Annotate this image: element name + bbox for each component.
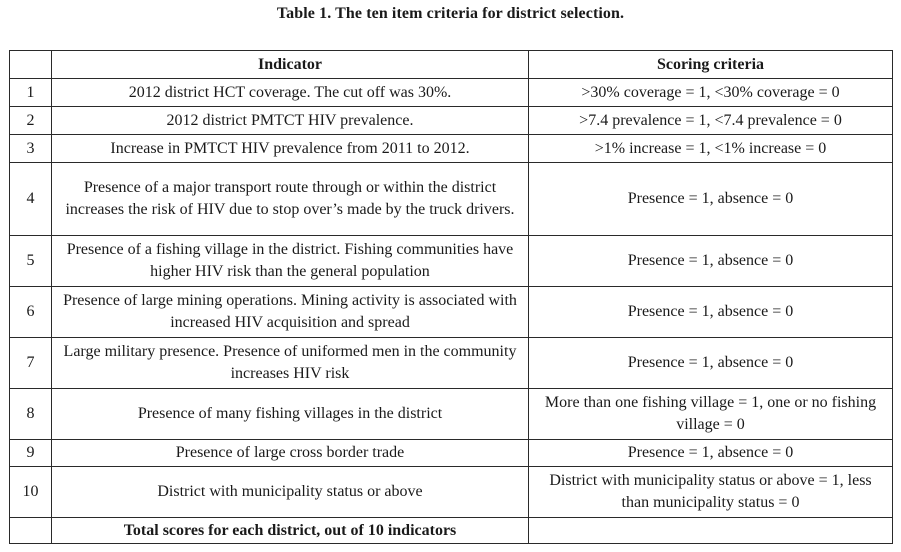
table-caption: Table 1. The ten item criteria for district selection. — [276, 5, 625, 22]
row-indicator: District with municipality status or above — [52, 467, 529, 518]
table-row — [10, 107, 893, 135]
row-indicator: Presence of a fishing village in the district. Fishing communities have higher HIV risk than the general population — [52, 236, 529, 287]
row-number: 6 — [10, 287, 52, 338]
row-scoring: Presence = 1, absence = 0 — [529, 440, 893, 467]
header-row — [10, 51, 893, 79]
row-scoring: Presence = 1, absence = 0 — [529, 338, 893, 389]
row-indicator: Presence of large mining operations. Mining activity is associated with increased HIV acquisition and spread — [52, 287, 529, 338]
row-scoring: Presence = 1, absence = 0 — [529, 236, 893, 287]
row-scoring: District with municipality status or above = 1, less than municipality status = 0 — [529, 467, 893, 518]
row-scoring: >30% coverage = 1, <30% coverage = 0 — [529, 79, 893, 107]
row-indicator: Presence of a major transport route through or within the district increases the risk of HIV due to stop over’s made by the truck drivers. — [52, 163, 529, 236]
row-number: 1 — [10, 79, 52, 107]
table-row — [10, 287, 893, 338]
row-number: 9 — [10, 440, 52, 467]
row-indicator: Increase in PMTCT HIV prevalence from 2011 to 2012. — [52, 135, 529, 163]
total-number — [10, 518, 52, 544]
row-number: 5 — [10, 236, 52, 287]
total-row — [10, 518, 893, 544]
table-row — [10, 440, 893, 467]
row-indicator: 2012 district HCT coverage. The cut off was 30%. — [52, 79, 529, 107]
row-number: 7 — [10, 338, 52, 389]
row-number: 4 — [10, 163, 52, 236]
table-row — [10, 163, 893, 236]
row-scoring: Presence = 1, absence = 0 — [529, 287, 893, 338]
row-indicator: Presence of large cross border trade — [52, 440, 529, 467]
table-row — [10, 467, 893, 518]
row-number: 8 — [10, 389, 52, 440]
row-scoring: Presence = 1, absence = 0 — [529, 163, 893, 236]
row-indicator: Large military presence. Presence of uniformed men in the community increases HIV risk — [52, 338, 529, 389]
row-number: 2 — [10, 107, 52, 135]
total-label: Total scores for each district, out of 10 indicators — [52, 518, 529, 544]
table-row — [10, 389, 893, 440]
header-scoring: Scoring criteria — [529, 51, 893, 79]
criteria-table — [9, 50, 893, 544]
row-number: 3 — [10, 135, 52, 163]
header-indicator: Indicator — [52, 51, 529, 79]
table-row — [10, 338, 893, 389]
row-scoring: >1% increase = 1, <1% increase = 0 — [529, 135, 893, 163]
header-number — [10, 51, 52, 79]
row-indicator: 2012 district PMTCT HIV prevalence. — [52, 107, 529, 135]
row-indicator: Presence of many fishing villages in the district — [52, 389, 529, 440]
table-row — [10, 236, 893, 287]
row-scoring: >7.4 prevalence = 1, <7.4 prevalence = 0 — [529, 107, 893, 135]
row-scoring: More than one fishing village = 1, one or no fishing village = 0 — [529, 389, 893, 440]
total-scoring — [529, 518, 893, 544]
row-number: 10 — [10, 467, 52, 518]
table-row — [10, 79, 893, 107]
table-row — [10, 135, 893, 163]
